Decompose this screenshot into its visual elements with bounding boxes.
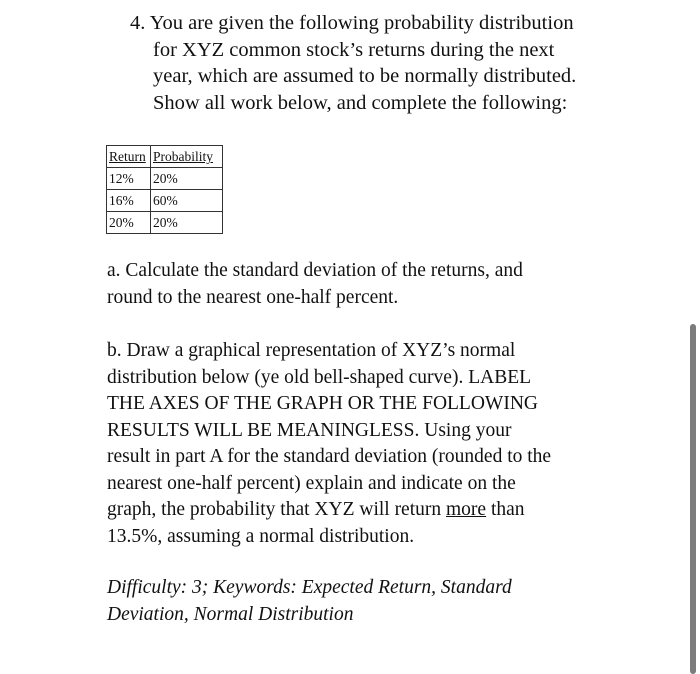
question-line-2: for XYZ common stock’s returns during the next	[153, 38, 555, 61]
meta-line-1: Difficulty: 3; Keywords: Expected Return, Standard	[107, 577, 512, 598]
cell-return: 20%	[107, 212, 151, 234]
difficulty-keywords	[107, 575, 512, 628]
part-b-line-4: RESULTS WILL BE MEANINGLESS. Using your	[107, 419, 512, 441]
vertical-scrollbar[interactable]	[690, 324, 696, 674]
question-line-1: 4. You are given the following probability distribution	[130, 12, 574, 34]
cell-probability: 20%	[151, 168, 223, 190]
part-a-line-2: round to the nearest one-half percent.	[107, 286, 399, 308]
table-row	[107, 212, 223, 234]
part-b-line-1: b. Draw a graphical representation of XYZ’s normal	[107, 340, 516, 361]
part-b-line-7: graph, the probability that XYZ will return more than	[107, 499, 525, 520]
question-line-3: year, which are assumed to be normally distributed.	[153, 65, 577, 87]
question-line-4: Show all work below, and complete the following:	[153, 91, 568, 114]
question-text	[130, 10, 630, 116]
header-probability: Probability	[151, 146, 223, 168]
part-b-line-3: THE AXES OF THE GRAPH OR THE FOLLOWING	[107, 393, 538, 414]
table-header-row	[107, 146, 223, 168]
table-row	[107, 190, 223, 212]
probability-table	[106, 145, 223, 234]
part-b-line-5: result in part A for the standard deviation (rounded to the	[107, 446, 552, 467]
part-b-line-8: 13.5%, assuming a normal distribution.	[107, 525, 415, 547]
cell-probability: 60%	[151, 190, 223, 212]
meta-line-2: Deviation, Normal Distribution	[107, 603, 354, 625]
header-return: Return	[107, 146, 151, 168]
part-a-text	[107, 258, 647, 311]
underlined-more: more	[446, 499, 487, 520]
part-b-line-6: nearest one-half percent) explain and indicate on the	[107, 472, 516, 494]
question-number: 4.	[130, 12, 146, 34]
cell-probability: 20%	[151, 212, 223, 234]
part-a-line-1: a. Calculate the standard deviation of the returns, and	[107, 260, 523, 281]
cell-return: 12%	[107, 168, 151, 190]
table-row	[107, 168, 223, 190]
part-b-text	[107, 338, 647, 550]
cell-return: 16%	[107, 190, 151, 212]
part-b-line-2: distribution below (ye old bell-shaped curve). LABEL	[107, 366, 532, 388]
